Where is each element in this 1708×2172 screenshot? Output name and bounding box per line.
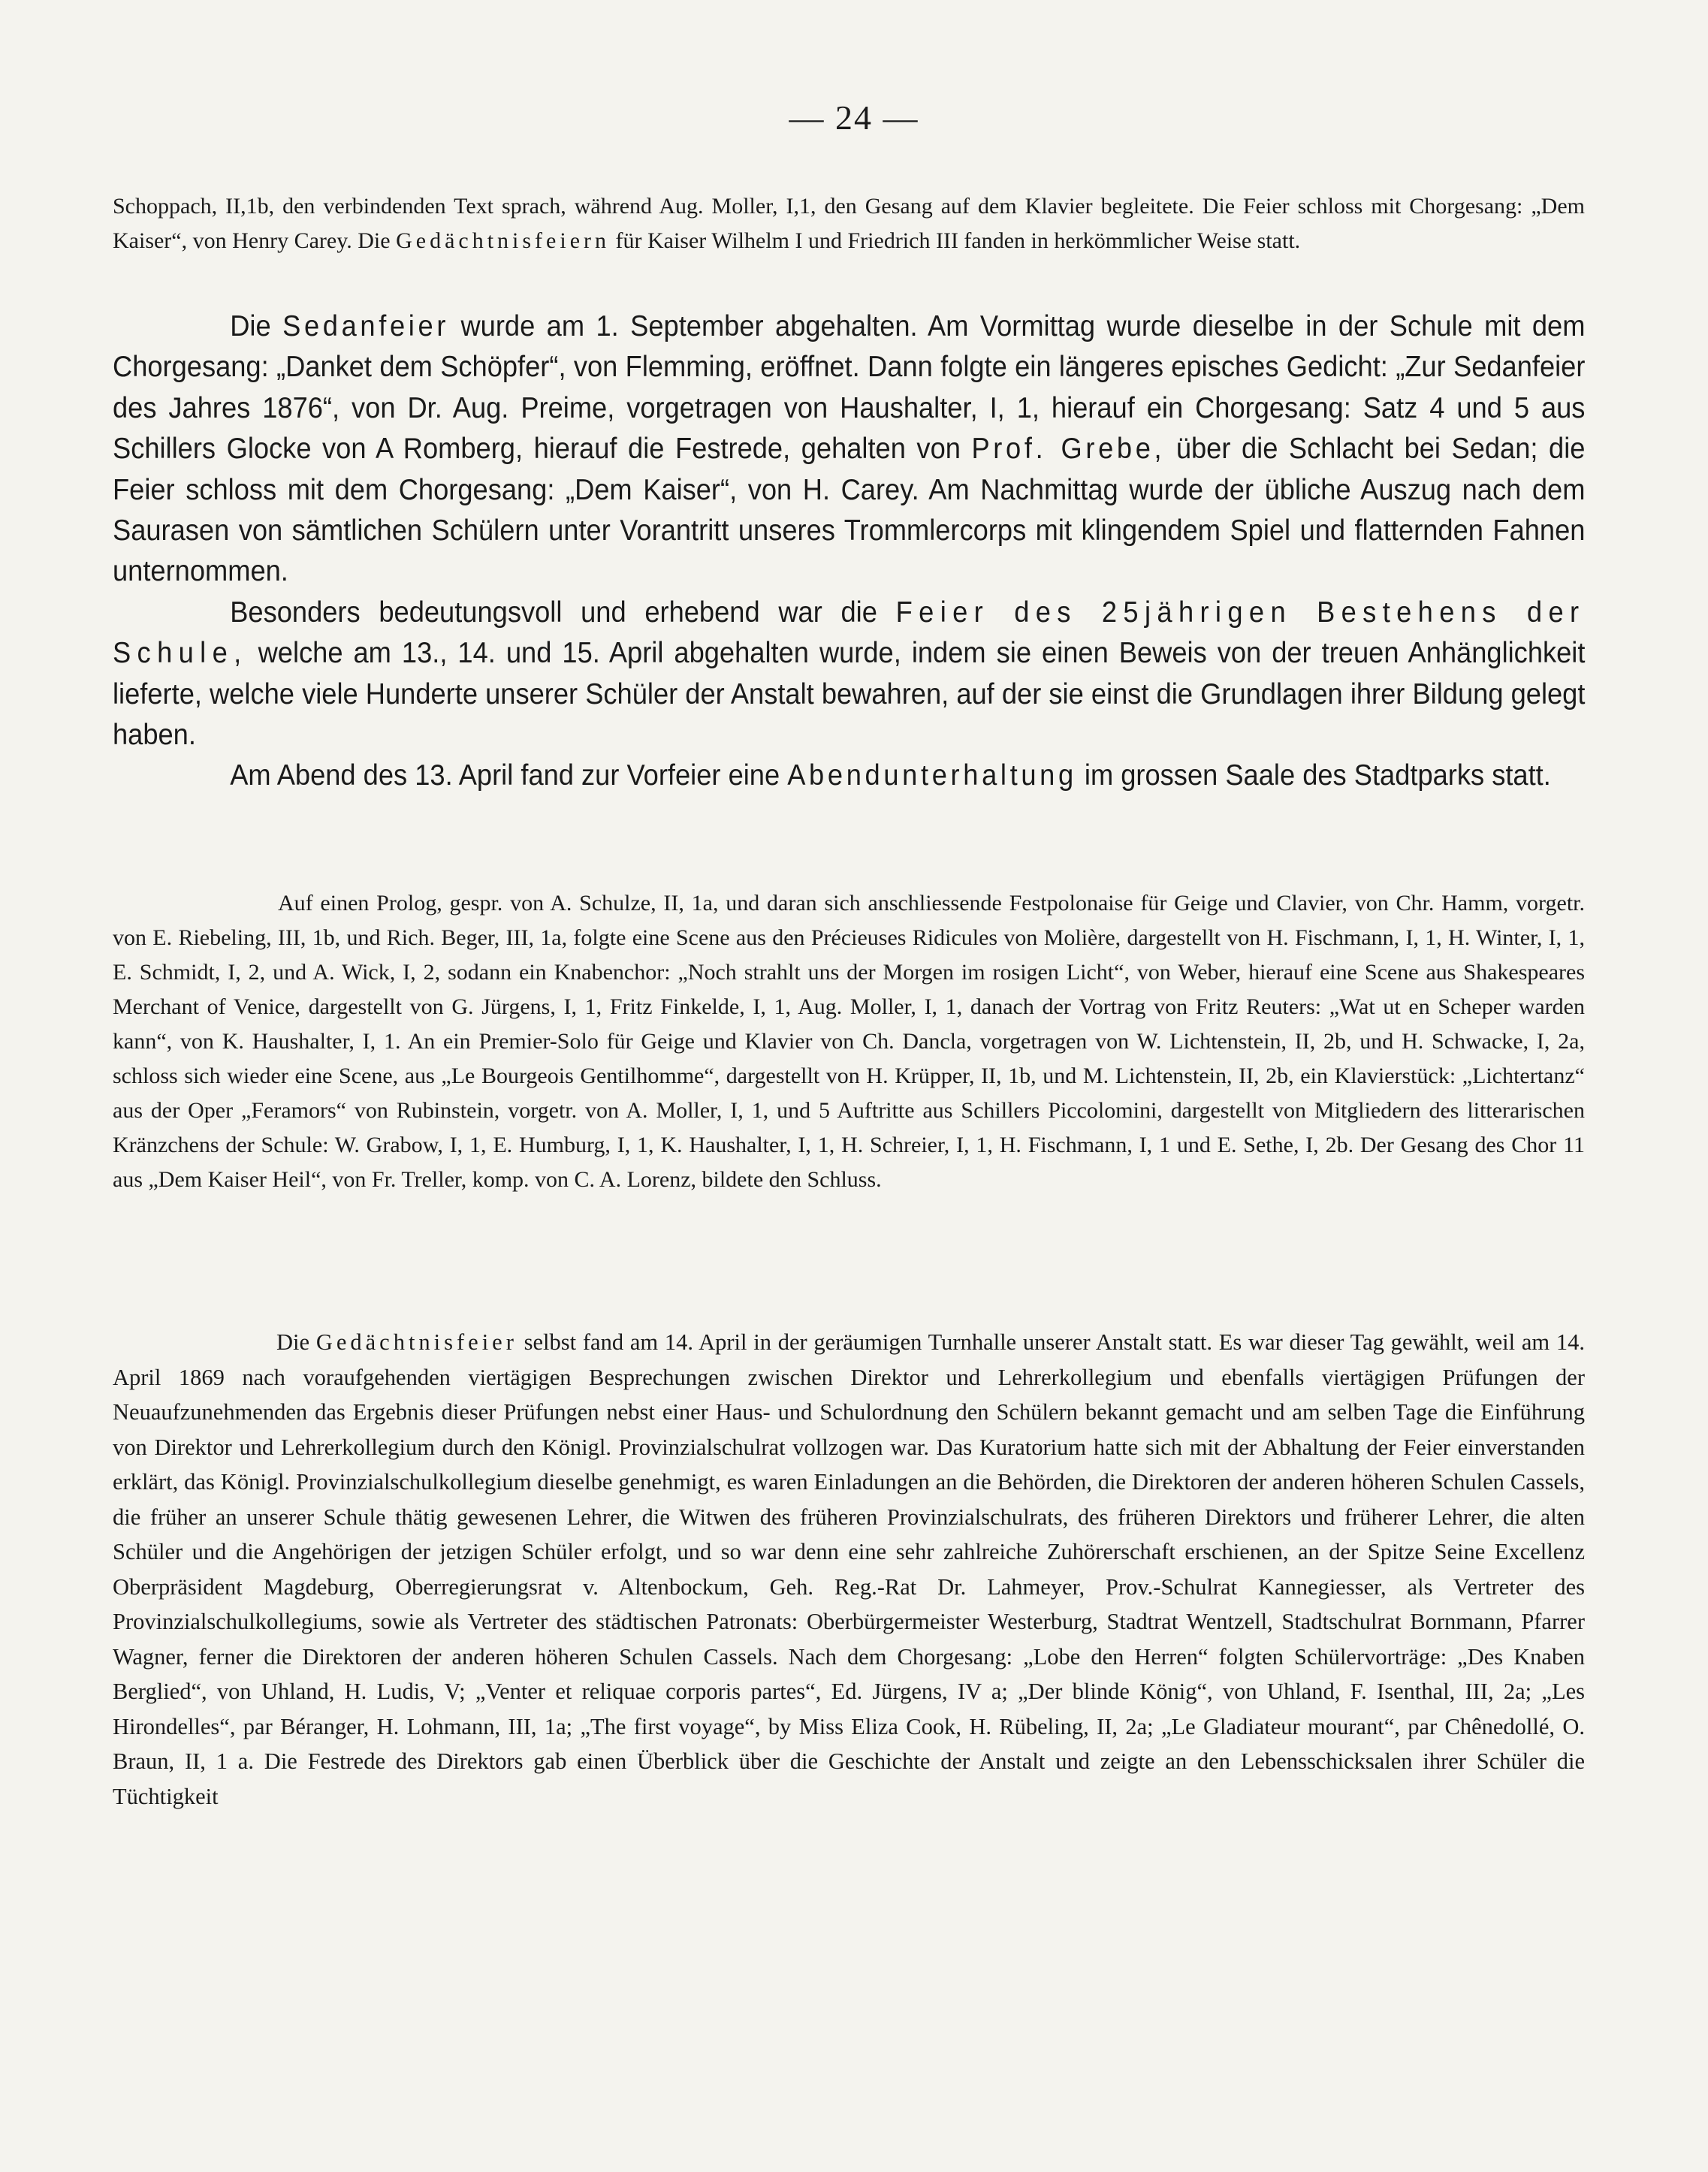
- sedan-text-mid: wurde am 1. September abgehalten. Am Vormittag wurde dieselbe in der Schule mit dem Chorgesang: „Danket dem Schöpfer“, von Flemming, eröffnet. Dann folgte ein längeres episches Gedicht: „Zur Sedanfeier des Jahres 1876“, von Dr. Aug. Preime, vorgetragen von Haushalter, I, 1, hierauf ein Chorgesang: Satz 4 und 5 aus Schillers Glocke von A Romberg, hierauf die Festrede, gehalten von: [113, 310, 1586, 466]
- memorial-section: [113, 1325, 1585, 1814]
- intro-paragraph: [113, 189, 1585, 258]
- program-paragraph: Auf einen Prolog, gespr. von A. Schulze, II, 1a, und daran sich anschliessende Festpolonaise für Geige und Clavier, von Chr. Hamm, vorgetr. von E. Riebeling, III, 1b, und Rich. Beger, III, 1a, folgte eine Scene aus den Précieuses Ridicules von Molière, dargestellt von H. Fischmann, I, 1, H. Winter, I, 1, E. Schmidt, I, 2, und A. Wick, I, 2, sodann ein Knabenchor: „Noch strahlt uns der Morgen im rosigen Licht“, von Weber, hierauf eine Scene aus Shakespeares Merchant of Venice, dargestellt von G. Jürgens, I, 1, Fritz Finkelde, I, 1, Aug. Moller, I, 1, danach der Vortrag von Fritz Reuters: „Wat ut en Scheper warden kann“, von K. Haushalter, I, 1. An ein Premier-Solo für Geige und Klavier von Ch. Dancla, vorgetragen von W. Lichtenstein, II, 2b, und H. Schwacke, I, 2a, schloss sich wieder eine Scene, aus „Le Bourgeois Gentilhomme“, dargestellt von H. Krüpper, II, 1b, und M. Lichtenstein, II, 2b, ein Klavierstück: „Lichtertanz“ aus der Oper „Feramors“ von Rubinstein, vorgetr. von A. Moller, I, 1, und 5 Auftritte aus Schillers Piccolomini, dargestellt von Mitgliedern des litterarischen Kränzchens der Schule: W. Grabow, I, 1, E. Humburg, I, 1, K. Haushalter, I, 1, H. Schreier, I, 1, H. Fischmann, I, 1 und E. Sethe, I, 2b. Der Gesang des Chor 11 aus „Dem Kaiser Heil“, von Fr. Treller, komp. von C. A. Lorenz, bildete den Schluss.: [113, 891, 1585, 1192]
- main-section: [113, 306, 1585, 797]
- page-number: — 24 —: [789, 98, 919, 137]
- sedan-text: Die: [230, 310, 283, 342]
- intro-text-end: für Kaiser Wilhelm I und Friedrich III fanden in herkömmlicher Weise statt.: [610, 228, 1301, 253]
- evening-text-end: im grossen Saale des Stadtparks statt.: [1076, 759, 1551, 792]
- program-section: [113, 886, 1585, 1197]
- intro-text: Schoppach, II,1b, den verbindenden Text sprach, während Aug. Moller, I,1, den Gesang auf dem Klavier begleitete. Die Feier schloss mit Chorgesang: „Dem Kaiser“, von Henry Carey. Die: [113, 194, 1585, 253]
- sedan-paragraph: [113, 306, 1585, 593]
- evening-paragraph: [113, 756, 1585, 796]
- memorial-text: Die: [276, 1329, 316, 1355]
- jubilee-paragraph: [113, 593, 1585, 756]
- sedan-speaker: Prof. Grebe,: [971, 433, 1166, 466]
- jubilee-text-end: welche am 13., 14. und 15. April abgehalten wurde, indem sie einen Beweis von der treuen Anhänglichkeit lieferte, welche viele Hunderte unserer Schüler der Anstalt bewahren, auf der sie einst die Grundlagen ihrer Bildung gelegt haben.: [113, 637, 1586, 752]
- intro-emphasis: Gedächtnisfeiern: [396, 228, 610, 253]
- evening-emphasis: Abendunterhaltung: [787, 759, 1077, 792]
- memorial-text-end: selbst fand am 14. April in der geräumigen Turnhalle unserer Anstalt statt. Es war dieser Tag gewählt, weil am 14. April 1869 nach voraufgehenden viertägigen Besprechungen zwischen Direktor und Lehrerkollegium und ebenfalls viertägigen Prüfungen der Neuaufzunehmenden das Ergebnis dieser Prüfungen nebst einer Haus- und Schulordnung den Schülern bekannt gemacht und am selben Tage die Einführung von Direktor und Lehrerkollegium durch den Königl. Provinzialschulrat vollzogen war. Das Kuratorium hatte sich mit der Abhaltung der Feier einverstanden erklärt, das Königl. Provinzialschulkollegium dieselbe genehmigt, es waren Einladungen an die Behörden, die Direktoren der anderen höheren Schulen Cassels, die früher an unserer Schule thätig gewesenen Lehrer, die Witwen des früheren Provinzialschulrats, des früheren Direktors und früherer Lehrer, die alten Schüler und die Angehörigen der jetzigen Schüler erfolgt, und so war denn eine sehr zahlreiche Zuhörerschaft erschienen, an der Spitze Seine Excellenz Oberpräsident Magdeburg, Oberregierungsrat v. Altenbockum, Geh. Reg.-Rat Dr. Lahmeyer, Prov.-Schulrat Kannegiesser, als Vertreter des Provinzialschulkollegiums, sowie als Vertreter des städtischen Patronats: Oberbürgermeister Westerburg, Stadtrat Wentzell, Stadtschulrat Bornmann, Pfarrer Wagner, ferner die Direktoren der anderen höheren Schulen Cassels. Nach dem Chorgesang: „Lobe den Herren“ folgten Schülervorträge: „Des Knaben Berglied“, von Uhland, H. Ludis, V; „Venter et reliquae corporis partes“, Ed. Jürgens, IV a; „Der blinde König“, von Uhland, F. Isenthal, III, 2a; „Les Hirondelles“, par Béranger, H. Lohmann, III, 1a; „The first voyage“, by Miss Eliza Cook, H. Rübeling, II, 2a; „Le Gladiateur mourant“, par Chênedollé, O. Braun, II, 1 a. Die Festrede des Direktors gab einen Überblick über die Geschichte der Anstalt und zeigte an den Lebensschicksalen ihrer Schüler die Tüchtigkeit: [113, 1329, 1585, 1809]
- memorial-paragraph: [113, 1325, 1585, 1814]
- sedan-emphasis: Sedanfeier: [282, 310, 450, 342]
- memorial-emphasis: Gedächtnisfeier: [315, 1329, 518, 1355]
- intro-section: [113, 189, 1585, 258]
- sedan-text-end: über die Schlacht bei Sedan; die Feier schloss mit dem Chorgesang: „Dem Kaiser“, von H. Carey. Am Nachmittag wurde der übliche Auszug nach dem Saurasen von sämtlichen Schülern unter Vorantritt unseres Trommlercorps mit klingendem Spiel und flatternden Fahnen unternommen.: [113, 433, 1586, 588]
- evening-text: Am Abend des 13. April fand zur Vorfeier eine: [230, 759, 788, 792]
- jubilee-emphasis: Feier des 25jährigen Bestehens der Schule,: [113, 596, 1586, 670]
- jubilee-text: Besonders bedeutungsvoll und erhebend war die: [230, 596, 896, 629]
